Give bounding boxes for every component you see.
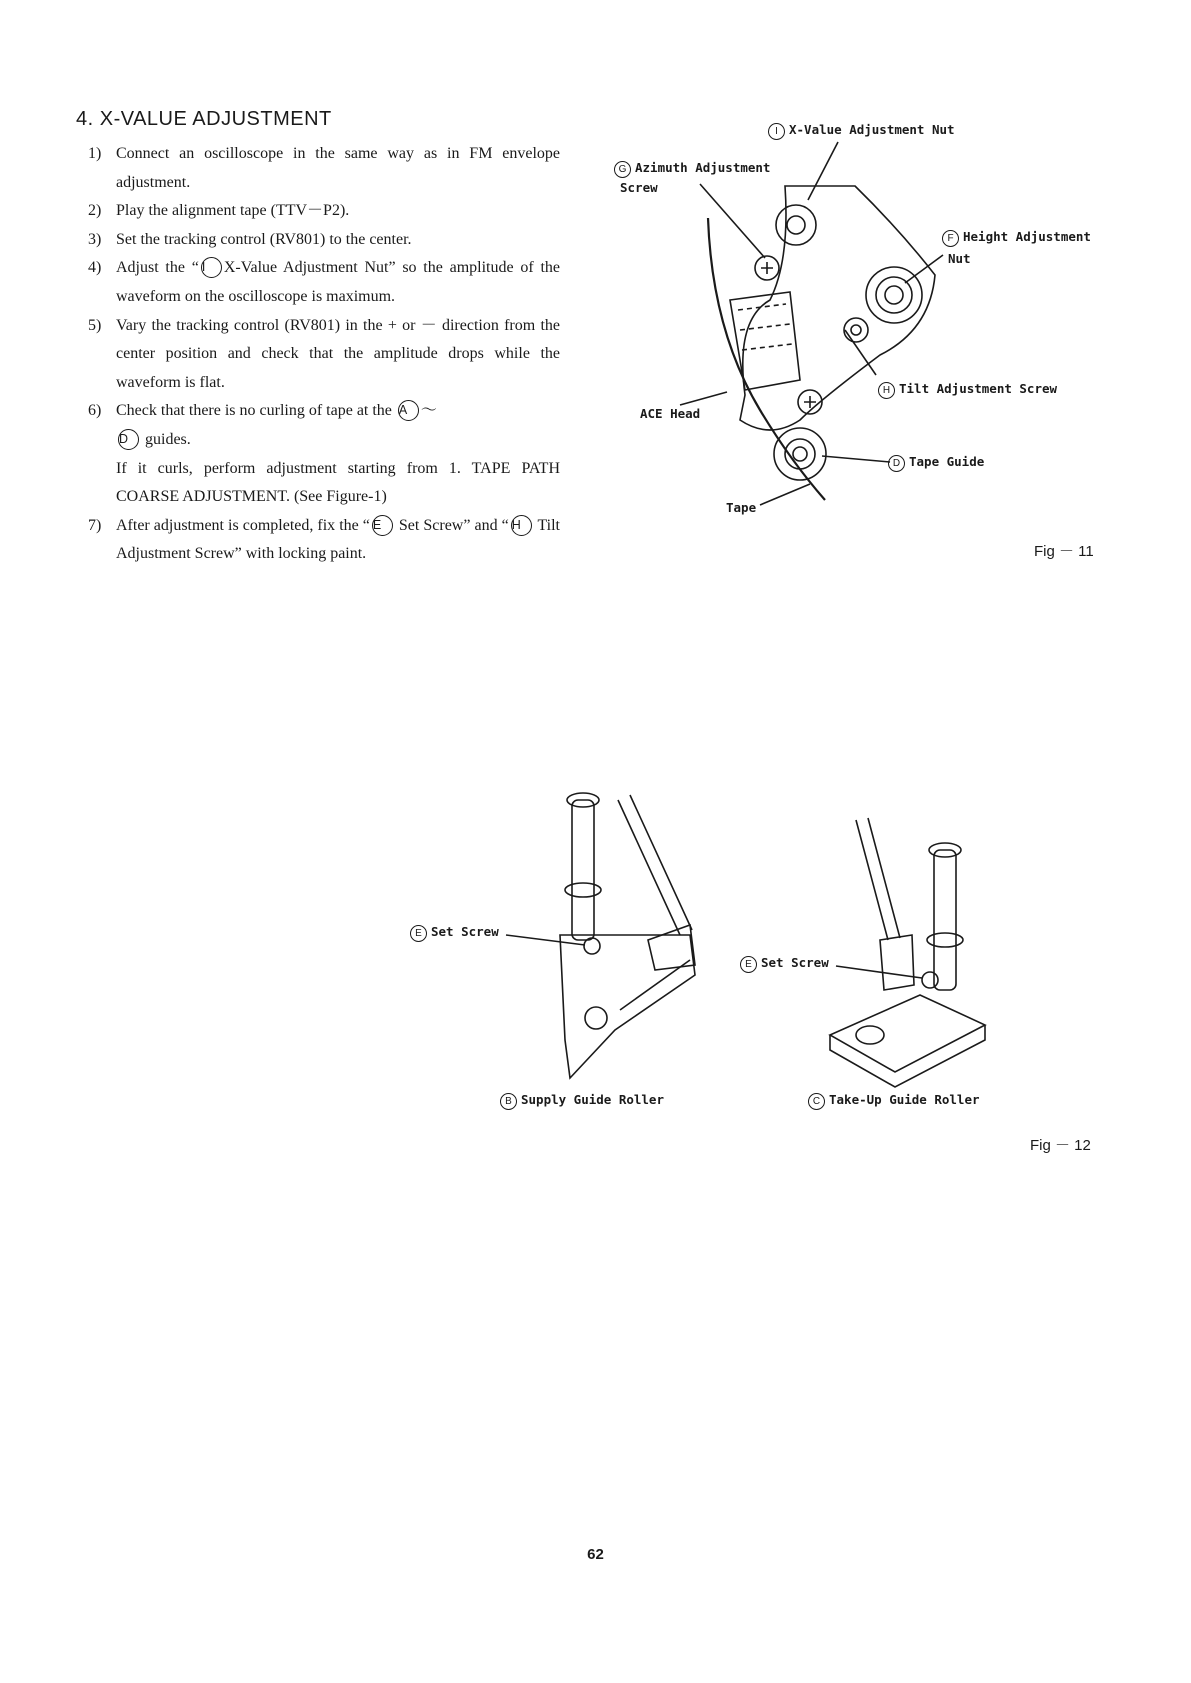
label-text: Set Screw (761, 955, 829, 970)
supply-roller-flange (565, 883, 601, 897)
circled-letter: D (118, 429, 139, 450)
takeup-set-screw (922, 972, 938, 988)
supply-roller-post (572, 800, 594, 940)
label-takeup-set-screw (740, 955, 829, 973)
supply-set-screw (584, 938, 600, 954)
circled-letter: B (500, 1093, 517, 1110)
takeup-pin-block (880, 935, 914, 990)
step-number: 1) (88, 145, 102, 162)
step-text: Play the alignment tape (TTV－P2). (116, 202, 350, 220)
supply-base-plate (560, 935, 695, 1078)
step-text-part: X-Value Adjustment Nut” so the amplitude of the waveform on the oscilloscope is maximum. (116, 259, 560, 305)
fig12-caption: Fig － 12 (1030, 1137, 1091, 1154)
label-azimuth-screw-2: Screw (620, 180, 658, 195)
label-text: Azimuth Adjustment (635, 160, 771, 175)
takeup-plate-side (830, 1025, 985, 1087)
step-text-part: ～ (420, 402, 437, 420)
label-supply-guide-roller (500, 1092, 664, 1110)
circled-letter: E (410, 925, 427, 942)
label-tape: Tape (726, 500, 757, 515)
label-text: Tilt Adjustment Screw (899, 381, 1058, 396)
step-number: 3) (88, 230, 102, 248)
label-takeup-guide-roller (808, 1092, 980, 1110)
supply-base-screw (585, 1007, 607, 1029)
circled-letter: A (398, 400, 419, 421)
circled-letter: E (740, 956, 757, 973)
supply-pin-block (648, 925, 695, 970)
circled-letter: H (878, 382, 895, 399)
circled-letter: I (201, 257, 222, 278)
step-text-part: Tilt Adjustment Screw” with locking paint. (116, 516, 561, 563)
leader-line (836, 966, 922, 978)
label-text: Height Adjustment (963, 229, 1091, 244)
step-number: 7) (88, 516, 102, 534)
fig11-caption: Fig － 11 (1034, 543, 1094, 560)
label-text: Set Screw (431, 924, 499, 939)
step-number: 2) (88, 202, 102, 220)
step-text: Vary the tracking control (RV801) in the + or － direction from the center position and check that the amplitude drops while the waveform is flat. (116, 316, 560, 391)
label-text: X-Value Adjustment Nut (789, 122, 955, 137)
step-text-part: Set Screw” and “ (394, 516, 509, 534)
takeup-base-screw (856, 1026, 884, 1044)
step-number: 6) (88, 402, 102, 420)
label-text: Supply Guide Roller (521, 1092, 664, 1107)
circled-letter: G (614, 161, 631, 178)
step-text-part: guides. (141, 430, 191, 448)
step-text-part: Adjust the “ (116, 259, 199, 277)
takeup-base-plate (830, 995, 985, 1072)
section-title: 4. X-VALUE ADJUSTMENT (76, 108, 332, 130)
label-ace-head: ACE Head (640, 406, 701, 421)
circled-letter: C (808, 1093, 825, 1110)
circled-letter: D (888, 455, 905, 472)
step-note: If it curls, perform adjustment starting from 1. TAPE PATH COARSE ADJUSTMENT. (See Figure-1) (116, 459, 560, 506)
takeup-roller-post (934, 850, 956, 990)
step-text: Connect an oscilloscope in the same way as in FM envelope adjustment. (116, 145, 560, 191)
circled-letter: I (768, 123, 785, 140)
takeup-roller-flange (927, 933, 963, 947)
step-text-part: After adjustment is completed, fix the “ (116, 516, 370, 534)
label-text: Take-Up Guide Roller (829, 1092, 980, 1107)
label-text: Tape Guide (909, 454, 985, 469)
step-number: 4) (88, 259, 102, 277)
step-text: Set the tracking control (RV801) to the center. (116, 230, 412, 248)
circled-letter: H (511, 515, 532, 536)
circled-letter: E (372, 515, 393, 536)
page-number: 62 (587, 1546, 604, 1563)
supply-guide-pin (618, 795, 692, 935)
circled-letter: F (942, 230, 959, 247)
step-number: 5) (88, 316, 102, 334)
label-height-nut-2: Nut (948, 251, 971, 266)
step-text-part: Check that there is no curling of tape at the (116, 402, 396, 420)
label-supply-set-screw (410, 924, 499, 942)
takeup-guide-pin (856, 818, 900, 940)
